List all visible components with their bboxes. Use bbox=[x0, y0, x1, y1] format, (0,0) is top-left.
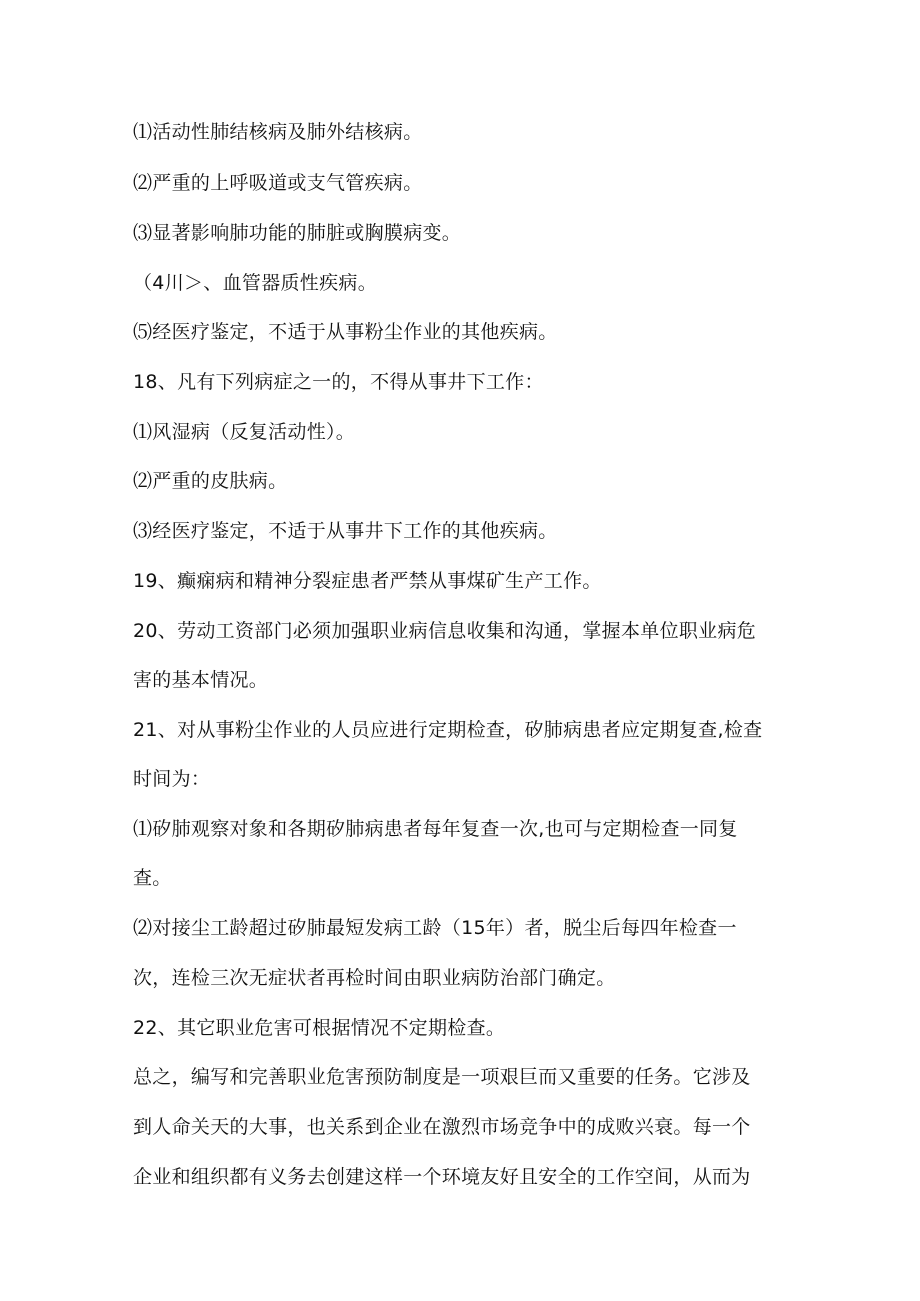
text-line: ⑶经医疗鉴定，不适于从事井下工作的其他疾病。 bbox=[133, 520, 558, 542]
text-line: 22、其它职业危害可根据情况不定期检查。 bbox=[133, 1017, 506, 1039]
text-line: ⑴风湿病（反复活动性）。 bbox=[133, 421, 356, 443]
text-line: ⑴活动性肺结核病及肺外结核病。 bbox=[133, 121, 423, 143]
text-line: 20、劳动工资部门必须加强职业病信息收集和沟通，掌握本单位职业病危 bbox=[133, 620, 757, 642]
text-line: ⑵严重的皮肤病。 bbox=[133, 470, 288, 492]
text-line: 时间为： bbox=[133, 768, 211, 790]
text-line: ⑸经医疗鉴定，不适于从事粉尘作业的其他疾病。 bbox=[133, 321, 558, 343]
text-line: 企业和组织都有义务去创建这样一个环境友好且安全的工作空间，从而为 bbox=[133, 1166, 751, 1188]
text-line: 害的基本情况。 bbox=[133, 669, 269, 691]
text-line: （4川＞、血管器质性疾病。 bbox=[133, 272, 377, 294]
text-line: ⑵对接尘工龄超过矽肺最短发病工龄（15年）者，脱尘后每四年检查一 bbox=[133, 917, 737, 939]
text-line: 到人命关天的大事，也关系到企业在激烈市场竞争中的成败兴衰。每一个 bbox=[133, 1116, 751, 1138]
text-line: ⑶显著影响肺功能的肺脏或胸膜病变。 bbox=[133, 222, 462, 244]
text-line: 21、对从事粉尘作业的人员应进行定期检查，矽肺病患者应定期复查,检查 bbox=[133, 719, 763, 741]
text-line: 总之，编写和完善职业危害预防制度是一项艰巨而又重要的任务。它涉及 bbox=[133, 1066, 751, 1088]
text-line: ⑴矽肺观察对象和各期矽肺病患者每年复查一次,也可与定期检查一同复 bbox=[133, 818, 738, 840]
text-line: ⑵严重的上呼吸道或支气管疾病。 bbox=[133, 172, 423, 194]
text-line: 次，连检三次无症状者再检时间由职业病防治部门确定。 bbox=[133, 967, 616, 989]
text-line: 查。 bbox=[133, 867, 172, 889]
text-line: 18、凡有下列病症之一的，不得从事井下工作： bbox=[133, 371, 544, 393]
text-line: 19、癫痫病和精神分裂症患者严禁从事煤矿生产工作。 bbox=[133, 570, 602, 592]
